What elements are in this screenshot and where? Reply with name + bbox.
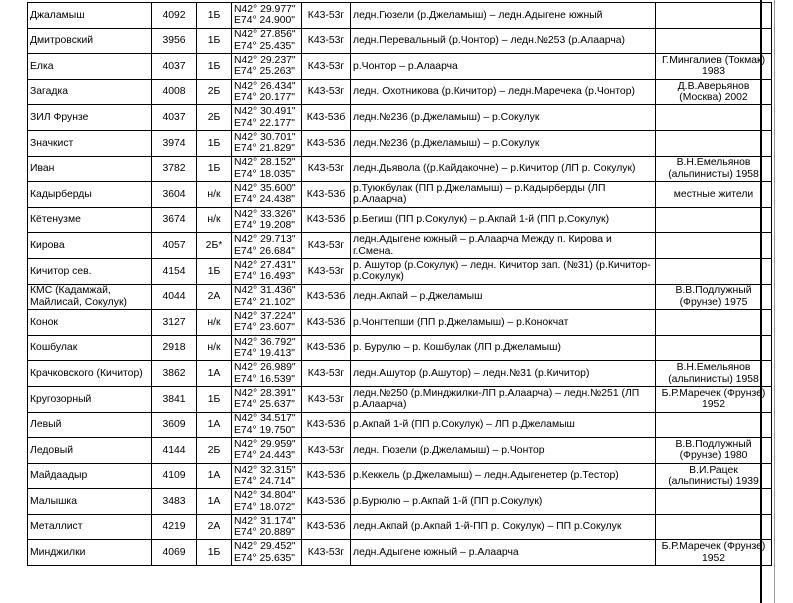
map-sheet-cell: К43-53б xyxy=(302,310,351,336)
table-row xyxy=(28,438,772,464)
latitude: N42° 28.152" xyxy=(234,157,296,169)
table-row xyxy=(28,105,772,131)
latitude: N42° 29.977" xyxy=(234,3,296,15)
category-cell: 2Б xyxy=(197,438,232,464)
pass-name-cell: Кётенузме xyxy=(28,207,152,233)
pass-name-cell: Иван xyxy=(28,156,152,182)
table-row xyxy=(28,54,772,80)
map-sheet-cell: К43-53б xyxy=(302,182,351,208)
category-cell: 1А xyxy=(197,361,232,387)
latitude: N42° 30.491" xyxy=(234,106,296,118)
altitude-cell: 2918 xyxy=(152,335,197,361)
category-cell: н/к xyxy=(197,182,232,208)
longitude: E74° 21.102" xyxy=(234,296,295,308)
category-cell: 1А xyxy=(197,412,232,438)
latitude: N42° 33.326" xyxy=(234,208,296,220)
altitude-cell: 3609 xyxy=(152,412,197,438)
route-cell: р. Ашутор (р.Сокулук) – ледн. Кичитор зап. (№31) (р.Кичитор-р.Сокулук) xyxy=(351,258,656,284)
first-ascent-cell xyxy=(656,130,772,156)
pass-name-cell: Майдаадыр xyxy=(28,463,152,489)
map-sheet-cell: К43-53б xyxy=(302,489,351,515)
coordinates-cell xyxy=(232,514,302,540)
category-cell: 1Б xyxy=(197,156,232,182)
latitude: N42° 30.701" xyxy=(234,131,296,143)
first-ascent-cell: В.Н.Емельянов (альпинисты) 1958 xyxy=(656,156,772,182)
longitude: E74° 23.607" xyxy=(234,322,295,334)
latitude: N42° 35.600" xyxy=(234,183,296,195)
route-cell: ледн.Гюзели (р.Джеламыш) – ледн.Адыгене южный xyxy=(351,3,656,29)
longitude: E74° 24.438" xyxy=(234,194,295,206)
coordinates-cell xyxy=(232,335,302,361)
coordinates-cell xyxy=(232,310,302,336)
category-cell: н/к xyxy=(197,335,232,361)
altitude-cell: 3956 xyxy=(152,28,197,54)
latitude: N42° 34.517" xyxy=(234,413,296,425)
route-cell: ледн.Ашутор (р.Ашутор) – ледн.№31 (р.Кичитор) xyxy=(351,361,656,387)
category-cell: 1Б xyxy=(197,540,232,566)
first-ascent-cell xyxy=(656,28,772,54)
category-cell: 1Б xyxy=(197,258,232,284)
route-cell: ледн.№250 (р.Минджилки-ЛП р.Алаарча) – ледн.№251 (ЛП р.Алаарча) xyxy=(351,386,656,412)
longitude: E74° 16.493" xyxy=(234,271,295,283)
map-sheet-cell: К43-53г xyxy=(302,233,351,259)
route-cell: р.Чонгтепши (ПП р.Джеламыш) – р.Конокчат xyxy=(351,310,656,336)
coordinates-cell xyxy=(232,438,302,464)
coordinates-cell xyxy=(232,463,302,489)
route-cell: ледн.Адыгене южный – р.Алаарча xyxy=(351,540,656,566)
table-row xyxy=(28,386,772,412)
altitude-cell: 4144 xyxy=(152,438,197,464)
category-cell: н/к xyxy=(197,310,232,336)
first-ascent-cell: Б.Р.Маречек (Фрунзе) 1952 xyxy=(656,540,772,566)
map-sheet-cell: К43-53г xyxy=(302,361,351,387)
pass-table-container xyxy=(27,2,766,566)
longitude: E74° 24.714" xyxy=(234,475,295,487)
table-row xyxy=(28,361,772,387)
route-cell: ледн.Акпай (р.Акпай 1-й-ПП р. Сокулук) – ПП р.Сокулук xyxy=(351,514,656,540)
altitude-cell: 4092 xyxy=(152,3,197,29)
longitude: E74° 18.072" xyxy=(234,501,295,513)
pass-name-cell: ЗИЛ Фрунзе xyxy=(28,105,152,131)
route-cell: ледн. Охотникова (р.Кичитор) – ледн.Маречека (р.Чонтор) xyxy=(351,79,656,105)
latitude: N42° 31.436" xyxy=(234,285,296,297)
map-sheet-cell: К43-53б xyxy=(302,463,351,489)
latitude: N42° 26.989" xyxy=(234,362,296,374)
table-row xyxy=(28,489,772,515)
altitude-cell: 4219 xyxy=(152,514,197,540)
table-row xyxy=(28,130,772,156)
table-row xyxy=(28,514,772,540)
table-row xyxy=(28,182,772,208)
latitude: N42° 37.224" xyxy=(234,311,296,323)
category-cell: 1Б xyxy=(197,386,232,412)
longitude: E74° 19.750" xyxy=(234,424,295,436)
longitude: E74° 19.208" xyxy=(234,220,295,232)
map-sheet-cell: К43-53г xyxy=(302,438,351,464)
map-sheet-cell: К43-53б xyxy=(302,412,351,438)
map-sheet-cell: К43-53б xyxy=(302,514,351,540)
pass-name-cell: Кошбулак xyxy=(28,335,152,361)
route-cell: р.Бегиш (ПП р.Сокулук) – р.Акпай 1-й (ПП р.Сокулук) xyxy=(351,207,656,233)
latitude: N42° 27.431" xyxy=(234,259,296,271)
route-cell: р. Бурулю – р. Кошбулак (ЛП р.Джеламыш) xyxy=(351,335,656,361)
latitude: N42° 29.713" xyxy=(234,234,296,246)
route-cell: р.Туюкбулак (ПП р.Джеламыш) – р.Кадырберды (ЛП р.Алаарча) xyxy=(351,182,656,208)
map-sheet-cell: К43-53б xyxy=(302,105,351,131)
latitude: N42° 29.959" xyxy=(234,438,296,450)
category-cell: 1Б xyxy=(197,28,232,54)
first-ascent-cell xyxy=(656,207,772,233)
longitude: E74° 25.435" xyxy=(234,40,295,52)
table-row xyxy=(28,207,772,233)
coordinates-cell xyxy=(232,412,302,438)
coordinates-cell xyxy=(232,156,302,182)
table-row xyxy=(28,540,772,566)
coordinates-cell xyxy=(232,3,302,29)
map-sheet-cell: К43-53г xyxy=(302,3,351,29)
altitude-cell: 3483 xyxy=(152,489,197,515)
map-sheet-cell: К43-53б xyxy=(302,207,351,233)
altitude-cell: 3782 xyxy=(152,156,197,182)
pass-name-cell: Крачковского (Кичитор) xyxy=(28,361,152,387)
page-border-line xyxy=(760,0,762,603)
latitude: N42° 29.452" xyxy=(234,541,296,553)
category-cell: 1Б xyxy=(197,3,232,29)
altitude-cell: 3604 xyxy=(152,182,197,208)
pass-table xyxy=(27,2,772,566)
latitude: N42° 27.856" xyxy=(234,29,296,41)
pass-name-cell: Дмитровский xyxy=(28,28,152,54)
latitude: N42° 28.391" xyxy=(234,387,296,399)
pass-name-cell: Минджилки xyxy=(28,540,152,566)
pass-name-cell: Елка xyxy=(28,54,152,80)
category-cell: 2А xyxy=(197,514,232,540)
pass-name-cell: Малышка xyxy=(28,489,152,515)
table-row xyxy=(28,28,772,54)
table-row xyxy=(28,79,772,105)
coordinates-cell xyxy=(232,233,302,259)
longitude: E74° 18.035" xyxy=(234,168,295,180)
pass-name-cell: Загадка xyxy=(28,79,152,105)
table-row xyxy=(28,156,772,182)
first-ascent-cell xyxy=(656,233,772,259)
pass-name-cell: Кадырберды xyxy=(28,182,152,208)
pass-name-cell: Кругозорный xyxy=(28,386,152,412)
coordinates-cell xyxy=(232,79,302,105)
coordinates-cell xyxy=(232,54,302,80)
map-sheet-cell: К43-53г xyxy=(302,386,351,412)
route-cell: р.Акпай 1-й (ПП р.Сокулук) – ЛП р.Джеламыш xyxy=(351,412,656,438)
altitude-cell: 3862 xyxy=(152,361,197,387)
first-ascent-cell xyxy=(656,412,772,438)
first-ascent-cell: Г.Мингалиев (Токмак) 1983 xyxy=(656,54,772,80)
longitude: E74° 25.637" xyxy=(234,399,295,411)
longitude: E74° 26.684" xyxy=(234,245,295,257)
first-ascent-cell xyxy=(656,489,772,515)
latitude: N42° 31.174" xyxy=(234,515,296,527)
longitude: E74° 19.413" xyxy=(234,348,295,360)
first-ascent-cell xyxy=(656,258,772,284)
map-sheet-cell: К43-53г xyxy=(302,156,351,182)
category-cell: 1Б xyxy=(197,130,232,156)
longitude: E74° 25.263" xyxy=(234,66,295,78)
altitude-cell: 4037 xyxy=(152,54,197,80)
first-ascent-cell: местные жители xyxy=(656,182,772,208)
table-row xyxy=(28,463,772,489)
route-cell: р.Кеккель (р.Джеламыш) – ледн.Адыгенетер (р.Тестор) xyxy=(351,463,656,489)
route-cell: ледн.Акпай – р.Джеламыш xyxy=(351,284,656,310)
coordinates-cell xyxy=(232,361,302,387)
altitude-cell: 4109 xyxy=(152,463,197,489)
table-row xyxy=(28,335,772,361)
route-cell: р.Бурюлю – р.Акпай 1-й (ПП р.Сокулук) xyxy=(351,489,656,515)
coordinates-cell xyxy=(232,284,302,310)
longitude: E74° 24.900" xyxy=(234,15,295,27)
altitude-cell: 3974 xyxy=(152,130,197,156)
coordinates-cell xyxy=(232,182,302,208)
first-ascent-cell xyxy=(656,105,772,131)
first-ascent-cell: Д.В.Аверьянов (Москва) 2002 xyxy=(656,79,772,105)
latitude: N42° 36.792" xyxy=(234,336,296,348)
map-sheet-cell: К43-53г xyxy=(302,28,351,54)
pass-name-cell: Ледовый xyxy=(28,438,152,464)
table-row xyxy=(28,284,772,310)
coordinates-cell xyxy=(232,207,302,233)
route-cell: ледн. Гюзели (р.Джеламыш) – р.Чонтор xyxy=(351,438,656,464)
map-sheet-cell: К43-53г xyxy=(302,540,351,566)
pass-name-cell: Кирова xyxy=(28,233,152,259)
first-ascent-cell xyxy=(656,310,772,336)
category-cell: 2Б xyxy=(197,79,232,105)
category-cell: 1А xyxy=(197,489,232,515)
coordinates-cell xyxy=(232,489,302,515)
page-scroll-edge xyxy=(774,0,775,603)
route-cell: ледн.Адыгене южный – р.Алаарча Между п. Кирова и г.Смена. xyxy=(351,233,656,259)
table-row xyxy=(28,310,772,336)
pass-name-cell: Джаламыш xyxy=(28,3,152,29)
altitude-cell: 4069 xyxy=(152,540,197,566)
longitude: E74° 25.635" xyxy=(234,552,295,564)
map-sheet-cell: К43-53б xyxy=(302,130,351,156)
pass-table-body xyxy=(28,3,772,566)
altitude-cell: 3674 xyxy=(152,207,197,233)
altitude-cell: 4037 xyxy=(152,105,197,131)
category-cell: 2Б xyxy=(197,105,232,131)
altitude-cell: 4057 xyxy=(152,233,197,259)
latitude: N42° 34.804" xyxy=(234,490,296,502)
pass-name-cell: Значкист xyxy=(28,130,152,156)
first-ascent-cell xyxy=(656,514,772,540)
latitude: N42° 32.315" xyxy=(234,464,296,476)
altitude-cell: 3127 xyxy=(152,310,197,336)
map-sheet-cell: К43-53б xyxy=(302,335,351,361)
altitude-cell: 4008 xyxy=(152,79,197,105)
route-cell: р.Чонтор – р.Алаарча xyxy=(351,54,656,80)
altitude-cell: 4154 xyxy=(152,258,197,284)
altitude-cell: 3841 xyxy=(152,386,197,412)
coordinates-cell xyxy=(232,540,302,566)
longitude: E74° 20.177" xyxy=(234,92,295,104)
first-ascent-cell xyxy=(656,335,772,361)
longitude: E74° 16.539" xyxy=(234,373,295,385)
table-row xyxy=(28,233,772,259)
coordinates-cell xyxy=(232,105,302,131)
pass-name-cell: Металлист xyxy=(28,514,152,540)
first-ascent-cell: В.И.Рацек (альпинисты) 1939 xyxy=(656,463,772,489)
first-ascent-cell: В.В.Подлужный (Фрунзе) 1975 xyxy=(656,284,772,310)
pass-name-cell: Конок xyxy=(28,310,152,336)
coordinates-cell xyxy=(232,28,302,54)
first-ascent-cell: Б.Р.Маречек (Фрунзе) 1952 xyxy=(656,386,772,412)
map-sheet-cell: К43-53г xyxy=(302,79,351,105)
coordinates-cell xyxy=(232,386,302,412)
category-cell: 1Б xyxy=(197,54,232,80)
latitude: N42° 26.434" xyxy=(234,80,296,92)
longitude: E74° 20.889" xyxy=(234,527,295,539)
longitude: E74° 21.829" xyxy=(234,143,295,155)
map-sheet-cell: К43-53б xyxy=(302,284,351,310)
table-row xyxy=(28,258,772,284)
category-cell: 2А xyxy=(197,284,232,310)
first-ascent-cell: В.В.Подлужный (Фрунзе) 1980 xyxy=(656,438,772,464)
table-row xyxy=(28,412,772,438)
table-row xyxy=(28,3,772,29)
longitude: E74° 22.177" xyxy=(234,117,295,129)
longitude: E74° 24.443" xyxy=(234,450,295,462)
altitude-cell: 4044 xyxy=(152,284,197,310)
first-ascent-cell: В.Н.Емельянов (альпинисты) 1958 xyxy=(656,361,772,387)
pass-name-cell: Кичитор сев. xyxy=(28,258,152,284)
coordinates-cell xyxy=(232,130,302,156)
map-sheet-cell: К43-53г xyxy=(302,54,351,80)
pass-name-cell: Левый xyxy=(28,412,152,438)
category-cell: н/к xyxy=(197,207,232,233)
route-cell: ледн.№236 (р.Джеламыш) – р.Сокулук xyxy=(351,130,656,156)
route-cell: ледн.№236 (р.Джеламыш) – р.Сокулук xyxy=(351,105,656,131)
route-cell: ледн.Дьявола ((р.Кайдакочне) – р.Кичитор (ЛП р. Сокулук) xyxy=(351,156,656,182)
route-cell: ледн.Перевальный (р.Чонтор) – ледн.№253 (р.Алаарча) xyxy=(351,28,656,54)
map-sheet-cell: К43-53г xyxy=(302,258,351,284)
category-cell: 1А xyxy=(197,463,232,489)
pass-name-cell: КМС (Кадамжай, Майлисай, Сокулук) xyxy=(28,284,152,310)
latitude: N42° 29.237" xyxy=(234,55,296,67)
first-ascent-cell xyxy=(656,3,772,29)
category-cell: 2Б* xyxy=(197,233,232,259)
coordinates-cell xyxy=(232,258,302,284)
